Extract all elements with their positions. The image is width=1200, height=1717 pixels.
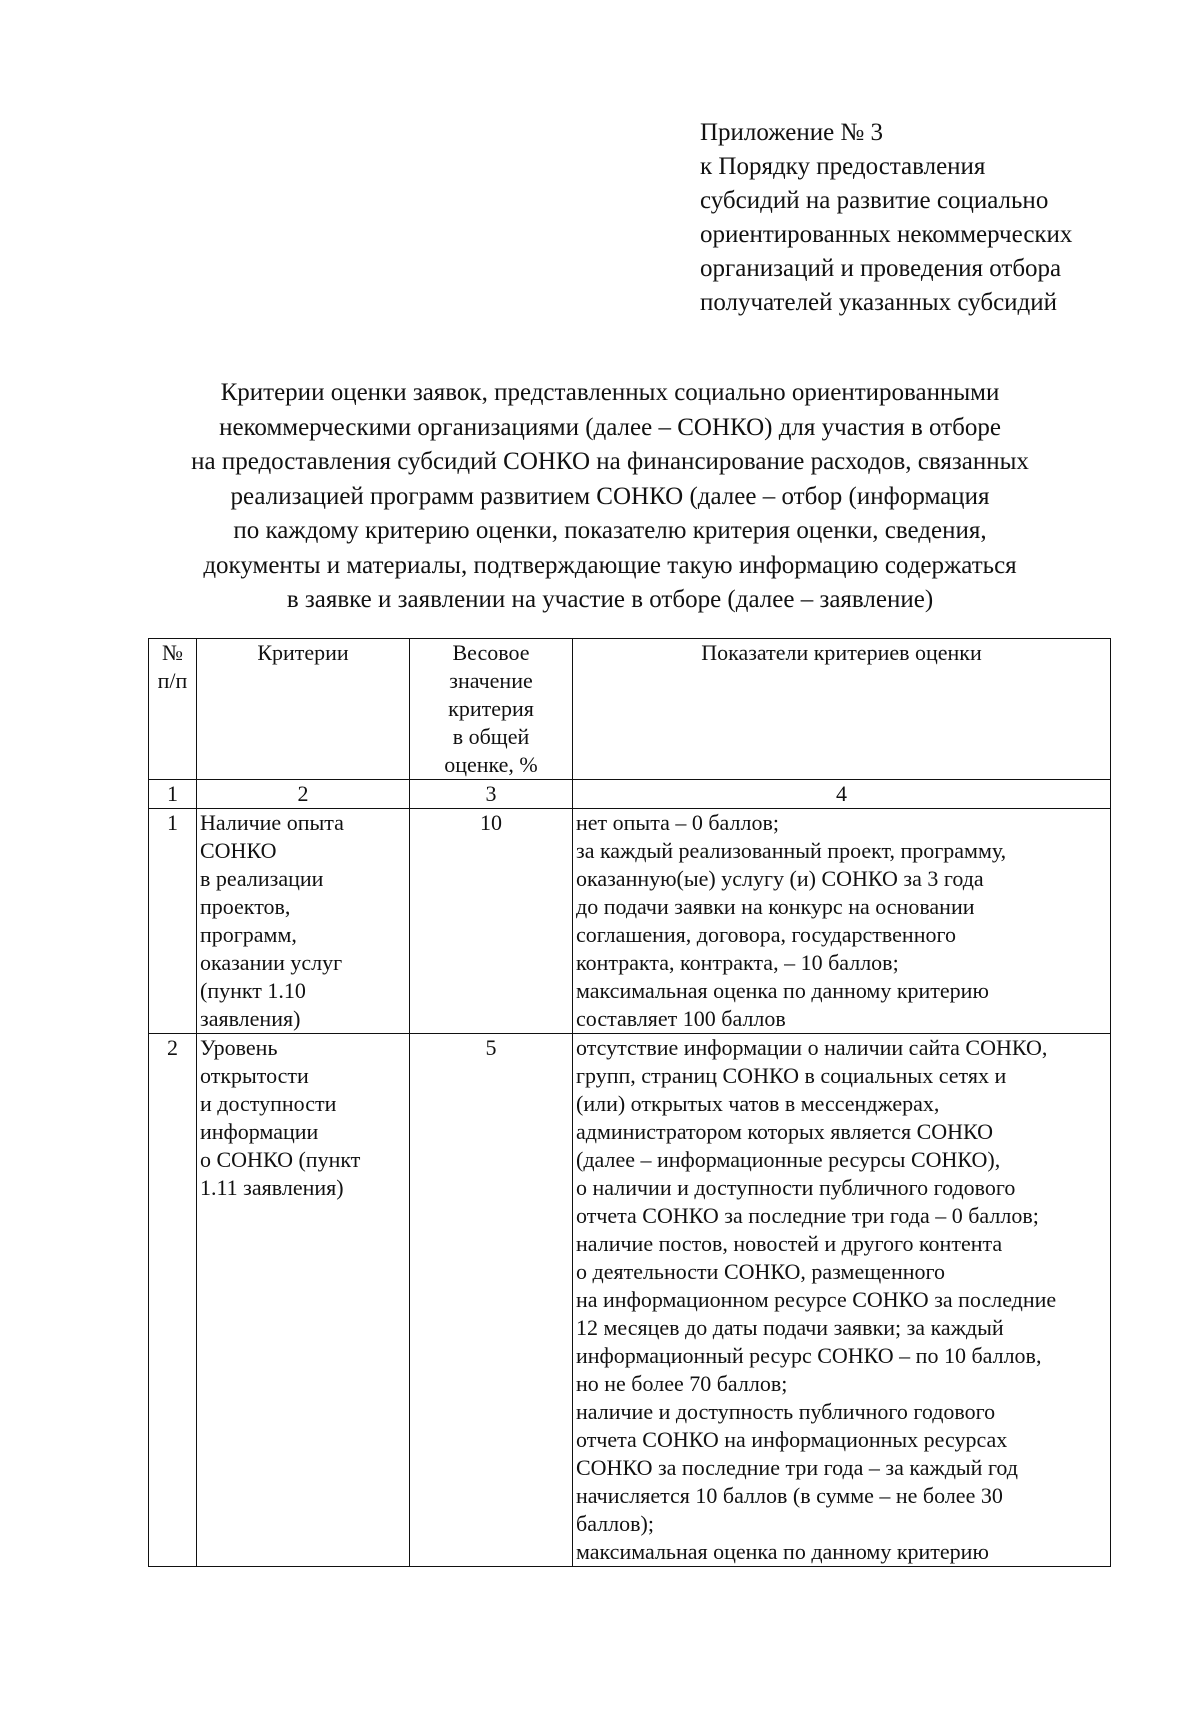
- criteria-line: о СОНКО (пункт: [200, 1147, 361, 1172]
- header-weight-line: значение: [449, 668, 533, 693]
- row-num: 2: [149, 1034, 197, 1567]
- title-line: по каждому критерию оценки, показателю критерия оценки, сведения,: [233, 517, 987, 544]
- indicator-line: отчета СОНКО за последние три года – 0 баллов;: [576, 1203, 1039, 1228]
- indicator-line: нет опыта – 0 баллов;: [576, 810, 779, 835]
- header-indicators: Показатели критериев оценки: [573, 639, 1111, 780]
- document-title: [130, 376, 1090, 618]
- header-num-line: №: [162, 640, 183, 665]
- criteria-line: в реализации: [200, 866, 324, 891]
- title-line: в заявке и заявлении на участие в отборе (далее – заявление): [286, 586, 934, 613]
- appendix-line: Приложение № 3: [700, 119, 884, 146]
- appendix-line: субсидий на развитие социально: [700, 187, 1049, 214]
- indicator-line: начисляется 10 баллов (в сумме – не более 30: [576, 1483, 1003, 1508]
- indicator-line: наличие и доступность публичного годового: [576, 1399, 996, 1424]
- title-line: на предоставления субсидий СОНКО на финансирование расходов, связанных: [191, 448, 1029, 475]
- indicator-line: соглашения, договора, государственного: [576, 922, 956, 947]
- header-weight-line: критерия: [448, 696, 534, 721]
- indicator-line: СОНКО за последние три года – за каждый год: [576, 1455, 1018, 1480]
- table-row: [149, 809, 1111, 1034]
- indicator-line: наличие постов, новостей и другого контента: [576, 1231, 1003, 1256]
- appendix-line: ориентированных некоммерческих: [700, 221, 1073, 248]
- appendix-line: к Порядку предоставления: [700, 153, 986, 180]
- row-criteria: [197, 1034, 410, 1567]
- row-criteria: [197, 809, 410, 1034]
- appendix-block: [700, 116, 1170, 320]
- indicator-line: оказанную(ые) услугу (и) СОНКО за 3 года: [576, 866, 984, 891]
- indicator-line: баллов);: [576, 1511, 654, 1536]
- header-num-line: п/п: [157, 668, 188, 693]
- indicator-line: о наличии и доступности публичного годового: [576, 1175, 1016, 1200]
- criteria-line: заявления): [200, 1006, 301, 1031]
- indicator-line: максимальная оценка по данному критерию: [576, 1539, 989, 1564]
- criteria-line: оказании услуг: [200, 950, 343, 975]
- criteria-line: открытости: [200, 1063, 309, 1088]
- criteria-line: информации: [200, 1119, 319, 1144]
- column-number: 2: [197, 780, 410, 809]
- column-number: 1: [149, 780, 197, 809]
- indicator-line: до подачи заявки на конкурс на основании: [576, 894, 975, 919]
- indicator-line: (далее – информационные ресурсы СОНКО),: [576, 1147, 1001, 1172]
- column-numbers-row: [149, 780, 1111, 809]
- criteria-line: проектов,: [200, 894, 291, 919]
- header-weight-line: оценке, %: [444, 752, 538, 777]
- criteria-line: программ,: [200, 922, 297, 947]
- header-weight-line: в общей: [452, 724, 530, 749]
- header-num: [149, 639, 197, 780]
- criteria-table: [148, 638, 1111, 1567]
- row-weight: 5: [410, 1034, 573, 1567]
- criteria-line: СОНКО: [200, 838, 277, 863]
- appendix-line: получателей указанных субсидий: [700, 289, 1058, 316]
- title-line: документы и материалы, подтверждающие такую информацию содержаться: [203, 551, 1017, 579]
- criteria-line: Уровень: [200, 1035, 278, 1060]
- indicator-line: о деятельности СОНКО, размещенного: [576, 1259, 945, 1284]
- header-criteria: Критерии: [197, 639, 410, 780]
- table-header-row: [149, 639, 1111, 780]
- row-indicators: [573, 809, 1111, 1034]
- criteria-line: 1.11 заявления): [200, 1175, 344, 1200]
- title-line: некоммерческими организациями (далее – СОНКО) для участия в отборе: [219, 413, 1001, 441]
- row-weight: 10: [410, 809, 573, 1034]
- indicator-line: отсутствие информации о наличии сайта СОНКО,: [576, 1035, 1048, 1060]
- indicator-line: за каждый реализованный проект, программу,: [576, 838, 1007, 863]
- row-num: 1: [149, 809, 197, 1034]
- indicator-line: (или) открытых чатов в мессенджерах,: [576, 1091, 940, 1116]
- appendix-line: организаций и проведения отбора: [700, 255, 1062, 282]
- indicator-line: на информационном ресурсе СОНКО за последние: [576, 1287, 1057, 1312]
- criteria-line: Наличие опыта: [200, 810, 344, 835]
- indicator-line: администратором которых является СОНКО: [576, 1119, 994, 1144]
- column-number: 3: [410, 780, 573, 809]
- indicator-line: составляет 100 баллов: [576, 1006, 786, 1031]
- criteria-line: и доступности: [200, 1091, 337, 1116]
- row-indicators: [573, 1034, 1111, 1567]
- title-line: Критерии оценки заявок, представленных социально ориентированными: [220, 379, 1000, 406]
- indicator-line: групп, страниц СОНКО в социальных сетях и: [576, 1063, 1007, 1088]
- indicator-line: максимальная оценка по данному критерию: [576, 978, 989, 1003]
- indicator-line: информационный ресурс СОНКО – по 10 баллов,: [576, 1343, 1042, 1368]
- column-number: 4: [573, 780, 1111, 809]
- table-row: [149, 1034, 1111, 1567]
- indicator-line: 12 месяцев до даты подачи заявки; за каждый: [576, 1315, 1004, 1340]
- header-weight-line: Весовое: [452, 640, 530, 665]
- indicator-line: контракта, контракта, – 10 баллов;: [576, 950, 899, 975]
- indicator-line: отчета СОНКО на информационных ресурсах: [576, 1427, 1008, 1452]
- criteria-line: (пункт 1.10: [200, 978, 306, 1003]
- title-line: реализацией программ развитием СОНКО (далее – отбор (информация: [230, 482, 990, 510]
- header-weight: [410, 639, 573, 780]
- indicator-line: но не более 70 баллов;: [576, 1371, 788, 1396]
